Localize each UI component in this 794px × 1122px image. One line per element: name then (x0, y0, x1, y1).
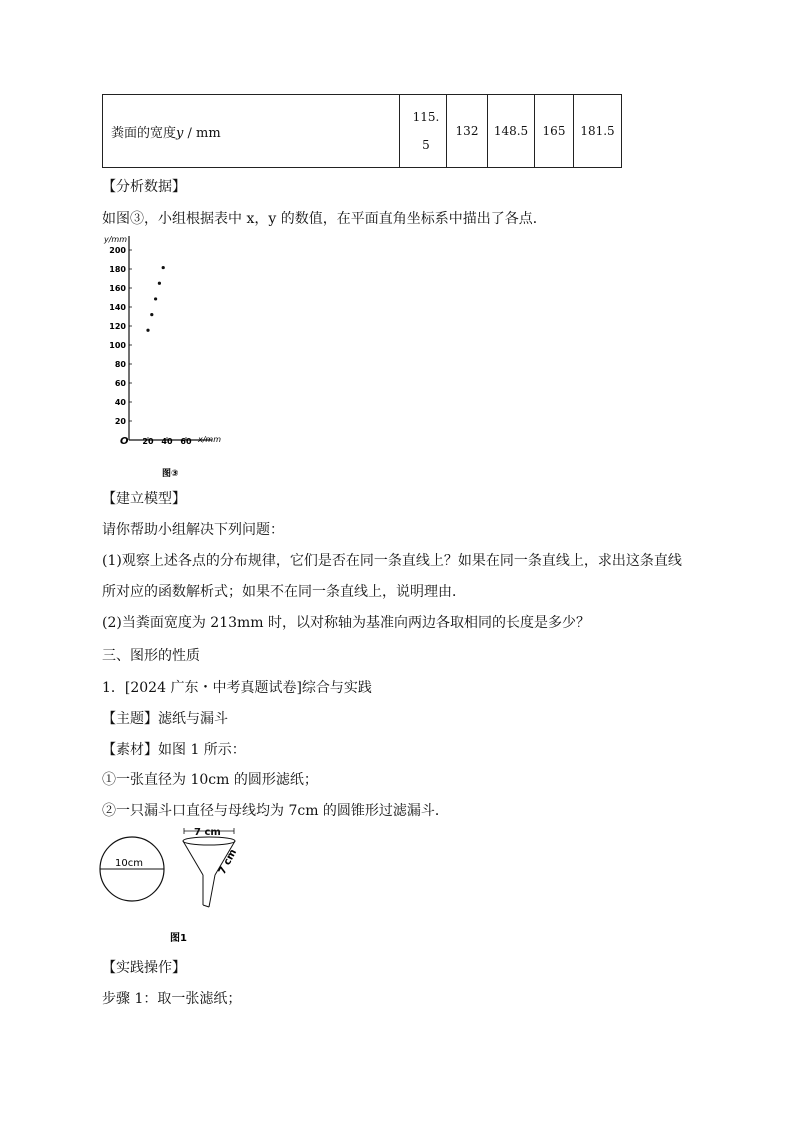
part-heading: 三、图形的性质 (102, 648, 200, 664)
cell-line1: 115. (412, 110, 440, 124)
practice-heading: 【实践操作】 (102, 960, 186, 976)
figure3-scatter (100, 228, 240, 483)
material-item-1: ①一张直径为 10cm 的圆形滤纸； (102, 772, 318, 788)
cell-line2: 5 (422, 138, 430, 152)
y-tick-label: 100 (109, 341, 126, 350)
y-tick-label: 20 (114, 417, 126, 426)
row-label-unit: / mm (183, 125, 221, 141)
row-label-text: 粪面的宽度 (111, 125, 177, 141)
model-heading: 【建立模型】 (102, 491, 186, 507)
funnel-side-label: 7 cm (216, 847, 240, 877)
analyze-text: 如图③，小组根据表中 x，y 的数值，在平面直角坐标系中描出了各点． (102, 211, 547, 227)
table-cell: 132 (447, 95, 488, 168)
x-ticks (142, 437, 192, 446)
circle-label: 10cm (115, 858, 143, 869)
figure1 (98, 823, 258, 948)
origin-label: O (120, 436, 129, 447)
x-tick-label: 60 (180, 437, 192, 446)
y-tick-label: 120 (109, 322, 126, 331)
scatter-point (162, 266, 165, 269)
y-tick-label: 200 (109, 246, 126, 255)
theme-line: 【主题】滤纸与漏斗 (102, 711, 228, 727)
scatter-point (150, 313, 153, 316)
item-title: 1．[2024 广东・中考真题试卷]综合与实践 (102, 680, 372, 696)
scatter-point (154, 297, 157, 300)
y-tick-label: 180 (109, 265, 126, 274)
table-cell: 148.5 (488, 95, 535, 168)
x-axis-label: x/mm (198, 435, 222, 444)
analyze-heading: 【分析数据】 (102, 179, 186, 195)
x-tick-label: 40 (161, 437, 173, 446)
figure1-caption: 图1 (170, 933, 187, 944)
y-tick-label: 60 (114, 379, 126, 388)
y-tick-label: 160 (109, 284, 126, 293)
figure3-caption: 图③ (162, 469, 179, 479)
funnel-top-label: 7 cm (194, 827, 221, 838)
scatter-points (146, 266, 164, 332)
y-axis-label: y/mm (104, 235, 128, 244)
model-intro: 请你帮助小组解决下列问题： (102, 522, 284, 538)
material-line: 【素材】如图 1 所示： (102, 742, 246, 758)
row-label-var: y (176, 125, 184, 141)
y-tick-label: 40 (114, 398, 126, 407)
step-1: 步骤 1：取一张滤纸； (102, 991, 242, 1007)
y-tick-label: 140 (109, 303, 126, 312)
figure3-plot (103, 235, 221, 447)
material-item-2: ②一只漏斗口直径与母线均为 7cm 的圆锥形过滤漏斗． (102, 803, 449, 819)
table-cell (400, 95, 447, 168)
scatter-point (146, 329, 149, 332)
scatter-point (158, 282, 161, 285)
question-2: (2)当粪面宽度为 213mm 时，以对称轴为基准向两边各取相同的长度是多少？ (102, 615, 591, 631)
table-cell: 165 (535, 95, 574, 168)
question-1-line2: 所对应的函数解析式；如果不在同一条直线上，说明理由． (102, 584, 466, 600)
x-tick-label: 20 (142, 437, 154, 446)
question-1-line1: (1)观察上述各点的分布规律，它们是否在同一条直线上？如果在同一条直线上，求出这条直线 (102, 553, 682, 569)
table-row (103, 95, 622, 168)
table-cell: 181.5 (574, 95, 622, 168)
y-tick-label: 80 (114, 360, 126, 369)
data-table (102, 94, 622, 168)
row-label (103, 95, 400, 168)
